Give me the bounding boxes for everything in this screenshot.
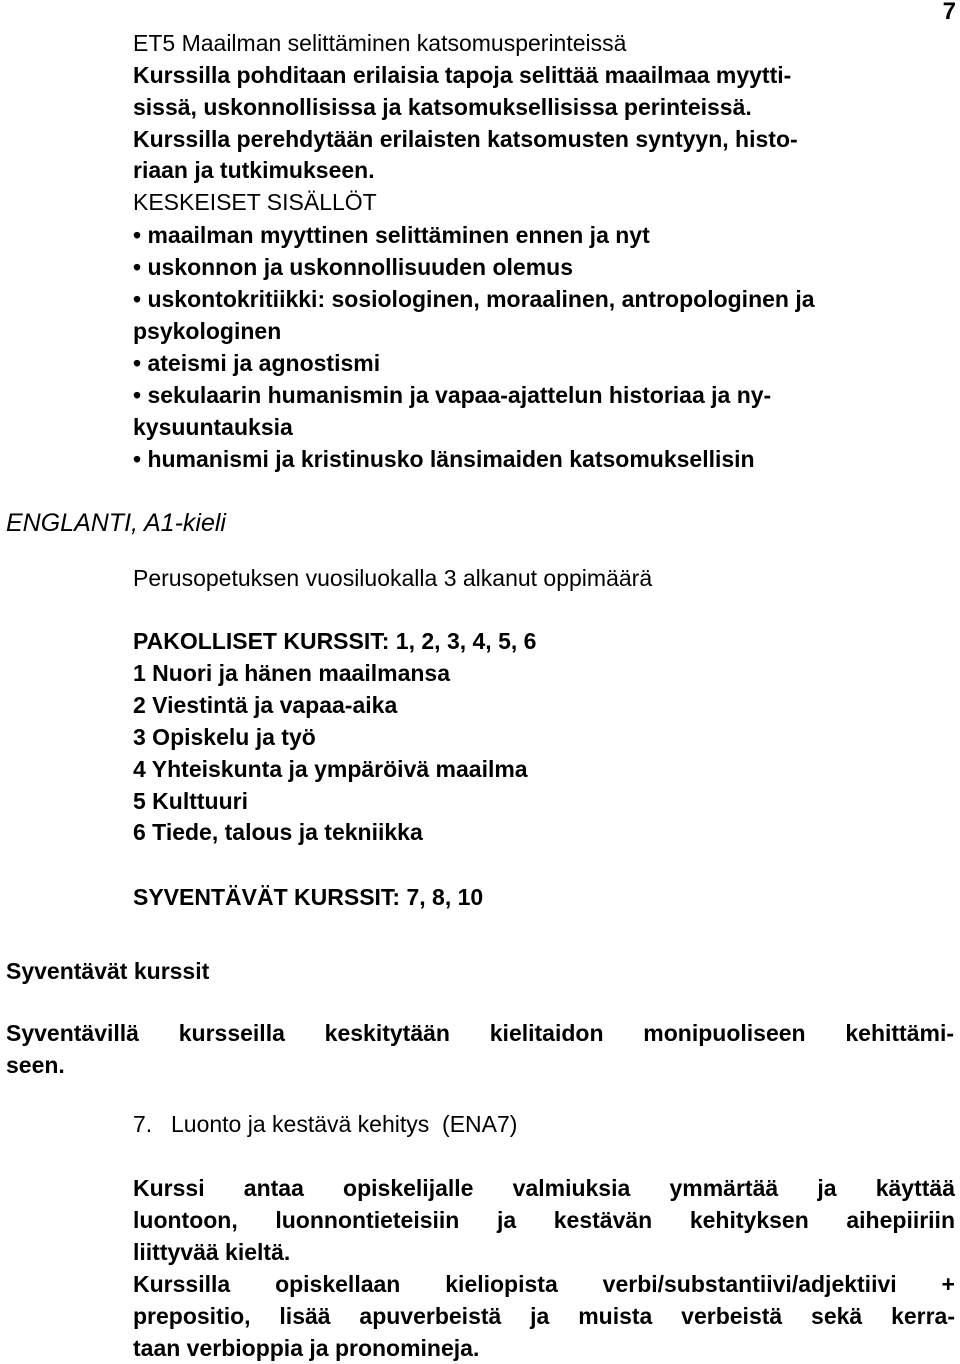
et5-content-bullet-continuation: psykologinen [133,318,282,344]
advanced-intro-line: seen. [6,1052,65,1078]
advanced-courses-heading: SYVENTÄVÄT KURSSIT: 7, 8, 10 [133,884,484,910]
course-number: 7. [133,1111,153,1137]
compulsory-course-item: 2 Viestintä ja vapaa-aika [133,692,398,718]
page-number: 7 [942,0,956,25]
et5-description-line: riaan ja tutkimukseen. [133,157,375,183]
course7-description-line: luontoon, luonnontieteisiin ja kestävän kehityksen aihepiiriin [133,1207,955,1233]
syllabus-line: Perusopetuksen vuosiluokalla 3 alkanut oppimäärä [133,565,653,591]
et5-description-line: sissä, uskonnollisissa ja katsomuksellisissa perinteissä. [133,94,752,120]
compulsory-course-item: 6 Tiede, talous ja tekniikka [133,819,423,845]
advanced-intro-line: Syventävillä kursseilla keskitytään kielitaidon monipuoliseen kehittämi- [6,1020,954,1046]
et5-description-line: Kurssilla perehdytään erilaisten katsomusten syntyyn, histo- [133,126,798,152]
et5-description-line: Kurssilla pohditaan erilaisia tapoja selittää maailmaa myytti- [133,62,792,88]
advanced-section-heading: Syventävät kurssit [6,958,210,984]
course-title-et5: ET5 Maailman selittäminen katsomusperinteissä [133,30,627,56]
course7-description-line: taan verbioppia ja pronomineja. [133,1335,480,1361]
course7-description-line: prepositio, lisää apuverbeistä ja muista verbeistä sekä kerra- [133,1303,955,1329]
course7-description-line: Kurssi antaa opiskelijalle valmiuksia ymmärtää ja käyttää [133,1175,955,1201]
compulsory-course-item: 3 Opiskelu ja työ [133,724,316,750]
course-title: Luonto ja kestävä kehitys (ENA7) [171,1111,518,1137]
et5-content-bullet: • uskontokritiikki: sosiologinen, moraalinen, antropologinen ja [133,285,815,313]
et5-content-bullet: • sekulaarin humanismin ja vapaa-ajattelun historiaa ja ny- [133,381,771,409]
et5-content-bullet: • maailman myyttinen selittäminen ennen ja nyt [133,221,650,249]
et5-content-bullet: • humanismi ja kristinusko länsimaiden katsomuksellisin [133,445,755,473]
compulsory-course-item: 1 Nuori ja hänen maailmansa [133,660,451,686]
et5-content-bullet-continuation: kysuuntauksia [133,414,293,440]
compulsory-courses-heading: PAKOLLISET KURSSIT: 1, 2, 3, 4, 5, 6 [133,628,537,654]
course7-description-line: Kurssilla opiskellaan kieliopista verbi/substantiivi/adjektiivi + [133,1271,955,1297]
compulsory-course-item: 5 Kulttuuri [133,788,248,814]
subject-heading: ENGLANTI, A1-kieli [6,509,226,537]
compulsory-course-item: 4 Yhteiskunta ja ympäröivä maailma [133,756,528,782]
et5-content-bullet: • uskonnon ja uskonnollisuuden olemus [133,253,573,281]
et5-content-bullet: • ateismi ja agnostismi [133,349,380,377]
et5-contents-heading: KESKEISET SISÄLLÖT [133,189,377,215]
course7-description-line: liittyvää kieltä. [133,1239,291,1265]
